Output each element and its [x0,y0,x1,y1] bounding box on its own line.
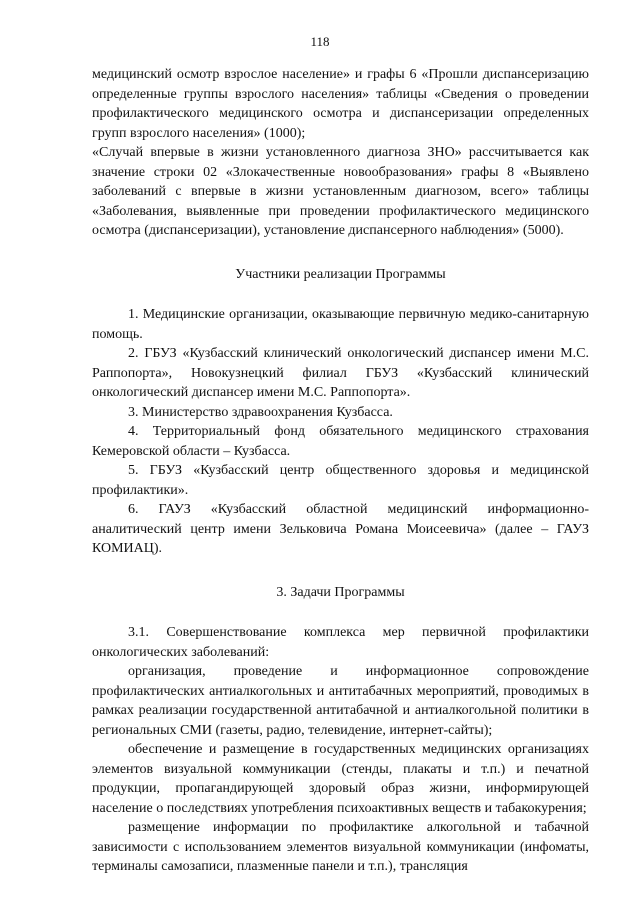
participant-item-2: 2. ГБУЗ «Кузбасский клинический онкологический диспансер имени М.С. Раппопорта», Новокузнецкий филиал ГБУЗ «Кузбасский клинический онкологический диспансер имени М.С. Раппопорта». [92,346,589,400]
task-paragraph-3: обеспечение и размещение в государственных медицинских организациях элементов визуальной коммуникации (стенды, плакаты и т.п.) и печатной продукции, пропагандирующей здоровый образ жизни, информирующей население о последствиях употребления психоактивных веществ и табакокурения; [92,742,589,816]
page-number: 118 [310,34,330,49]
task-paragraph-1: 3.1. Совершенствование комплекса мер первичной профилактики онкологических заболеваний: [92,625,589,660]
intro-paragraph-2: «Случай впервые в жизни установленного диагноза ЗНО» рассчитывается как значение строки 02 «Злокачественные новообразования» графы 8 «Выявлено заболеваний с впервые в жизни установленным диагнозом, всего» таблицы «Заболевания, выявленные при проведении профилактического медицинского осмотра (диспансеризации), установление диспансерного наблюдения» (5000). [92,145,589,238]
participant-item-6: 6. ГАУЗ «Кузбасский областной медицинский информационно-аналитический центр имени Зельковича Романа Моисеевича» (далее – ГАУЗ КОМИАЦ). [92,502,589,556]
participant-item-4: 4. Территориальный фонд обязательного медицинского страхования Кемеровской области – Кузбасса. [92,424,589,459]
participant-item-5: 5. ГБУЗ «Кузбасский центр общественного здоровья и медицинской профилактики». [92,463,589,498]
document-body [92,65,589,877]
participant-item-1: 1. Медицинские организации, оказывающие первичную медико-санитарную помощь. [92,307,589,342]
task-paragraph-4: размещение информации по профилактике алкогольной и табачной зависимости с использованием элементов визуальной коммуникации (инфоматы, терминалы самозаписи, плазменные панели и т.п.), трансляция [92,820,589,874]
participants-heading: Участники реализации Программы [235,266,446,282]
intro-paragraph-1: медицинский осмотр взрослое население» и графы 6 «Прошли диспансеризацию определенные группы взрослого населения» таблицы «Сведения о проведении профилактического медицинского осмотра и диспансеризации определенных групп взрослого населения» (1000); [92,67,589,141]
task-paragraph-2: организация, проведение и информационное сопровождение профилактических антиалкогольных и антитабачных мероприятий, проводимых в рамках реализации государственной антитабачной и антиалкогольной политики в региональных СМИ (газеты, радио, телевидение, интернет-сайты); [92,664,589,738]
participant-item-3: 3. Министерство здравоохранения Кузбасса. [128,404,393,420]
tasks-heading: 3. Задачи Программы [276,584,405,600]
